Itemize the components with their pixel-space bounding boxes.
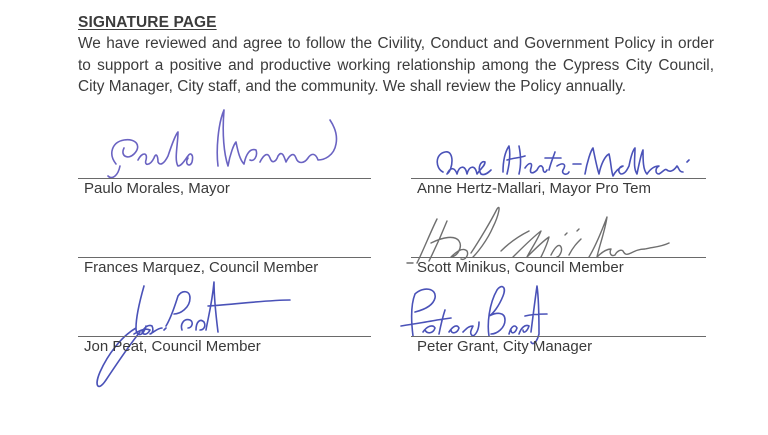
signature-label: Peter Grant, City Manager [417,338,593,355]
signature-label: Jon Peat, Council Member [84,338,261,355]
page-heading: SIGNATURE PAGE [78,14,217,31]
signature-block-frances-marquez [78,191,371,276]
signature-label: Scott Minikus, Council Member [417,259,624,276]
signature-label: Frances Marquez, Council Member [84,259,319,276]
signature-block-anne-hertz-mallari [411,112,706,197]
signature-line [411,178,706,179]
policy-statement: We have reviewed and agree to follow the Civility, Conduct and Government Policy in order to support a positive and productive working relationship among the Cypress City Council, City Manager, City staff, and the community. We shall review the Policy annually. [78,35,714,95]
signature-block-paulo-morales [78,112,371,197]
signature-block-jon-peat [78,270,371,355]
signature-label: Anne Hertz-Mallari, Mayor Pro Tem [417,180,651,197]
signature-line [411,336,706,337]
signature-line [411,257,706,258]
signature-line [78,178,371,179]
signature-block-scott-minikus [411,191,706,276]
signature-label: Paulo Morales, Mayor [84,180,230,197]
signature-block-peter-grant [411,270,706,355]
signature-line [78,257,371,258]
signature-paulo-morales [98,104,358,184]
signature-line [78,336,371,337]
